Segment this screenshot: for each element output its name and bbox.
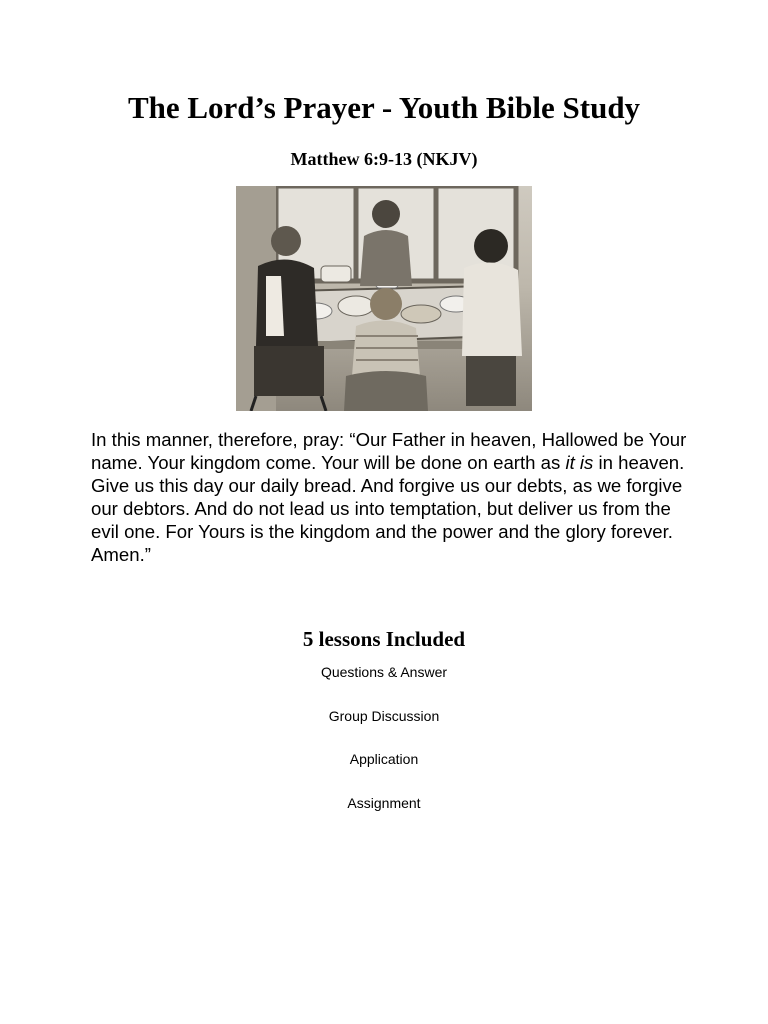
- lesson-item: Questions & Answer: [320, 664, 448, 680]
- lesson-item: Assignment: [347, 794, 421, 811]
- lessons-heading: 5 lessons Included: [302, 627, 466, 651]
- page-title: The Lord’s Prayer - Youth Bible Study: [127, 90, 641, 125]
- lesson-item: Group Discussion: [328, 707, 440, 724]
- family-praying-illustration: [236, 186, 532, 411]
- prayer-text-part-1: In this manner, therefore, pray: “Our Father in heaven, Hallowed be Your name. Your kingdom come. Your will be done on earth as: [91, 429, 687, 473]
- prayer-text-part-2: in heaven. Give us this day our daily bread. And forgive us our debts, as we forgive our debtors. And do not lead us into temptation, but deliver us from the evil one. For Yours is the kingdom and the power and the glory forever. Amen.”: [91, 452, 685, 565]
- prayer-text-italic: it is: [565, 452, 594, 473]
- lessons-list: [0, 662, 768, 836]
- scripture-reference: Matthew 6:9-13 (NKJV): [290, 149, 478, 169]
- prayer-text: [91, 428, 691, 566]
- lesson-item: Application: [349, 751, 419, 767]
- family-praying-photo: [236, 186, 532, 411]
